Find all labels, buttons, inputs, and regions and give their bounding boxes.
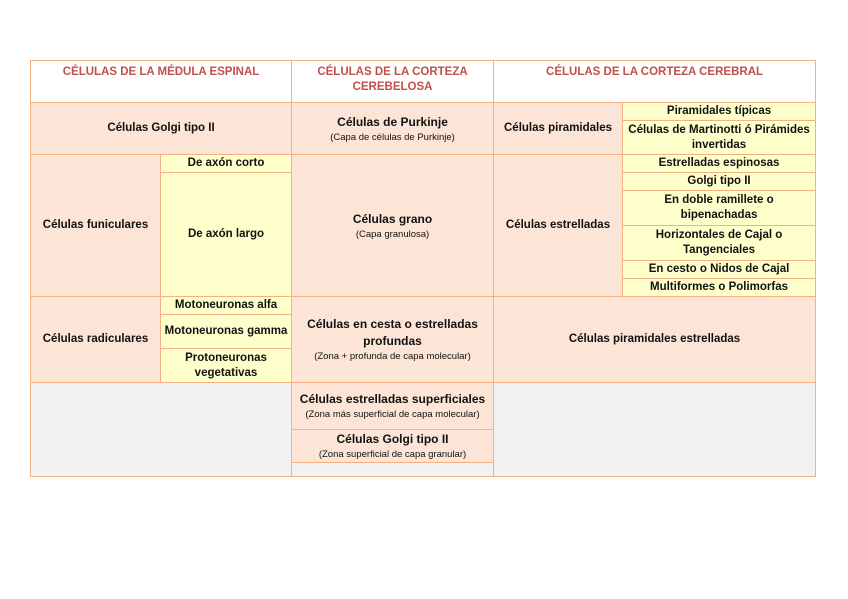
empty-cerebral-bottom — [494, 383, 816, 477]
header-corteza-cerebral: CÉLULAS DE LA CORTEZA CEREBRAL — [494, 61, 816, 103]
cerebral-piramidales: Células piramidales — [494, 103, 623, 155]
header-corteza-cerebelosa: CÉLULAS DE LA CORTEZA CEREBELOSA — [292, 61, 494, 103]
cerebelosa-estrelladas-sup — [292, 383, 494, 430]
medula-moto-gamma: Motoneuronas gamma — [161, 315, 292, 349]
medula-funiculares: Células funiculares — [31, 155, 161, 297]
cesta-title: Células en cesta o estrelladas profundas — [307, 317, 478, 348]
cerebelosa-golgi-ii — [292, 430, 494, 463]
cerebelosa-purkinje — [292, 103, 494, 155]
purkinje-title: Células de Purkinje — [337, 114, 448, 129]
medula-protoneuronas: Protoneuronas vegetativas — [161, 349, 292, 383]
cerebral-cesto: En cesto o Nidos de Cajal — [623, 261, 816, 279]
empty-cerebelosa-bottom — [292, 463, 494, 477]
cesta-layer: (Zona + profunda de capa molecular) — [314, 351, 471, 362]
estrelladas-sup-title: Células estrelladas superficiales — [299, 392, 486, 406]
cell-classification-table — [30, 60, 816, 477]
cerebelosa-grano — [292, 155, 494, 297]
grano-layer: (Capa granulosa) — [355, 228, 430, 240]
cerebelosa-cesta — [292, 297, 494, 383]
cerebral-piramidales-estrelladas: Células piramidales estrelladas — [494, 297, 816, 383]
cerebral-golgi-ii: Golgi tipo II — [623, 173, 816, 191]
golgi-ii-layer: (Zona superficial de capa granular) — [318, 449, 467, 460]
medula-moto-alfa: Motoneuronas alfa — [161, 297, 292, 315]
cerebral-cajal: Horizontales de Cajal o Tangenciales — [623, 226, 816, 261]
purkinje-layer: (Capa de células de Purkinje) — [330, 131, 455, 143]
estrelladas-sup-layer: (Zona más superficial de capa molecular) — [305, 409, 480, 420]
cerebral-martinotti: Células de Martinotti ó Pirámides invertidas — [623, 121, 816, 155]
header-medula-espinal: CÉLULAS DE LA MÉDULA ESPINAL — [31, 61, 292, 103]
medula-axon-largo: De axón largo — [161, 173, 292, 297]
medula-radiculares: Células radiculares — [31, 297, 161, 383]
empty-medula-bottom — [31, 383, 292, 477]
grano-title: Células grano — [352, 211, 433, 226]
cerebral-estrelladas: Células estrelladas — [494, 155, 623, 297]
medula-axon-corto: De axón corto — [161, 155, 292, 173]
cerebral-doble-ramillete: En doble ramillete o bipenachadas — [623, 191, 816, 226]
cerebral-estrelladas-espinosas: Estrelladas espinosas — [623, 155, 816, 173]
golgi-ii-title: Células Golgi tipo II — [336, 432, 449, 446]
medula-golgi-ii: Células Golgi tipo II — [31, 103, 292, 155]
cerebral-piramidales-tipicas: Piramidales típicas — [623, 103, 816, 121]
cerebral-multiformes: Multiformes o Polimorfas — [623, 279, 816, 297]
